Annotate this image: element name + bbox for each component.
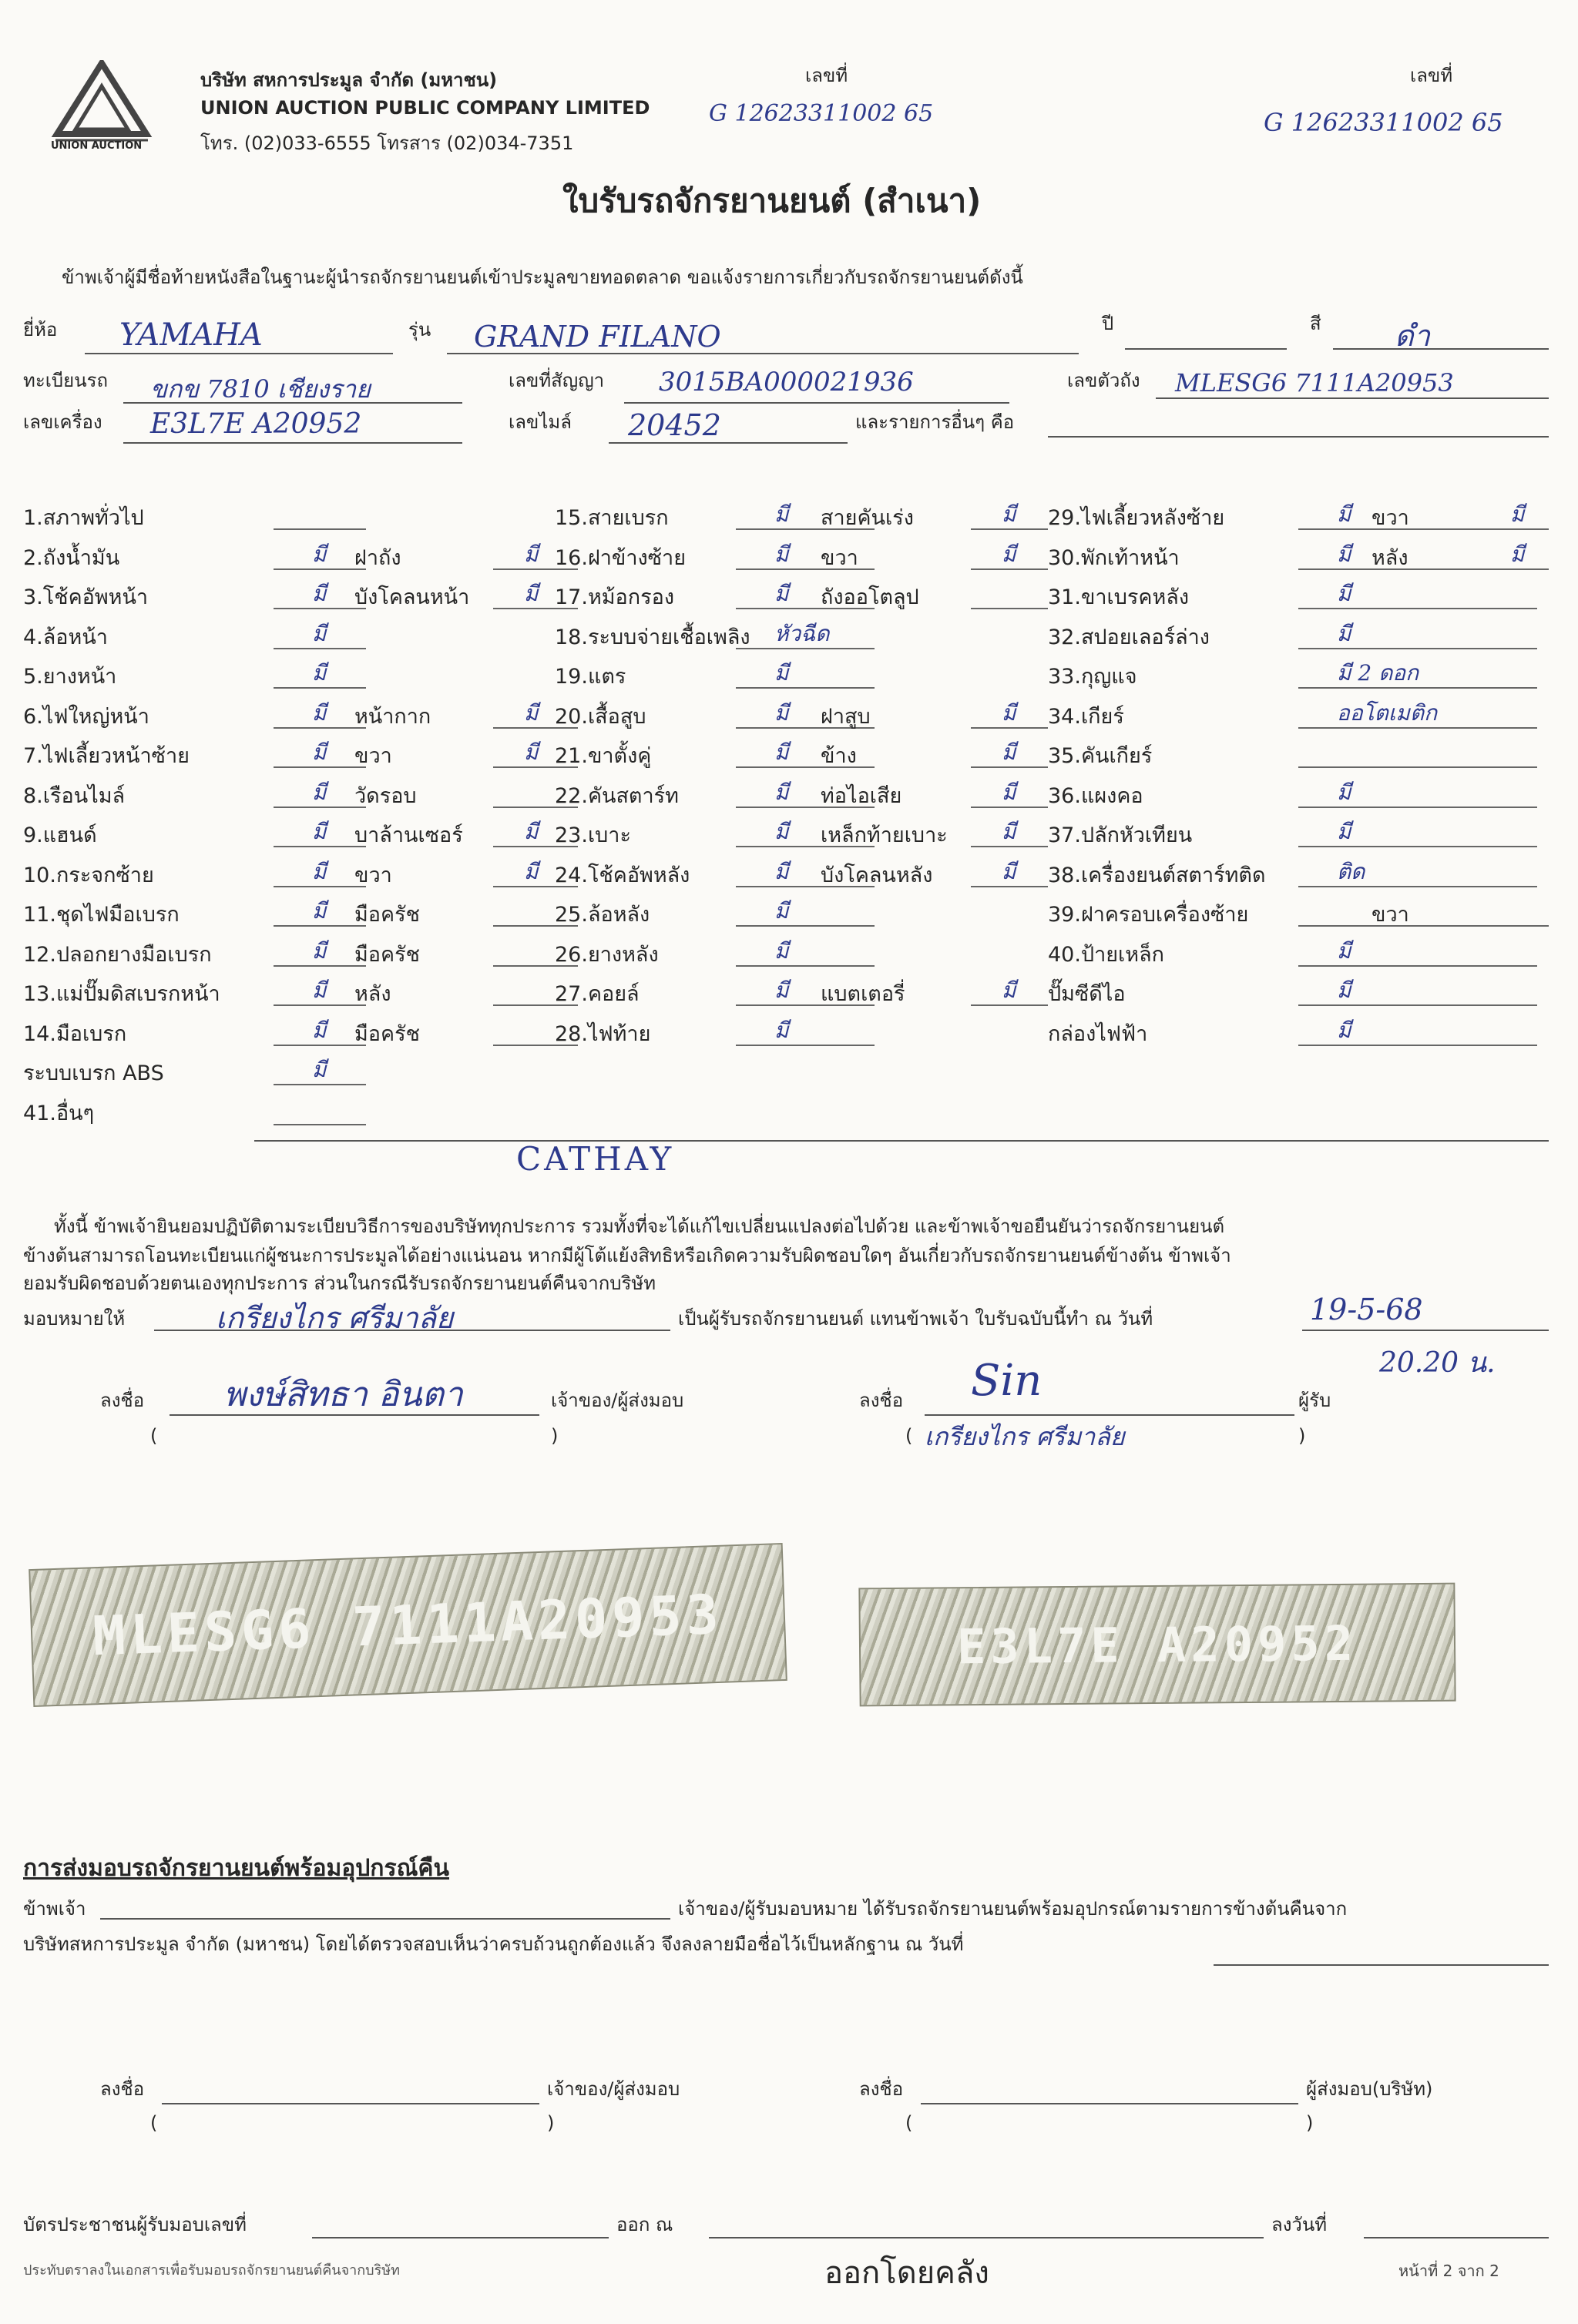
- checklist-subitem-label: ท่อไอเสีย: [821, 783, 902, 808]
- checklist-item-label: 25.ล้อหลัง: [555, 903, 650, 927]
- warehouse-stamp: ออกโดยคลัง: [824, 2255, 989, 2291]
- logo-text: UNION AUCTION: [51, 140, 143, 152]
- checklist-row: [23, 1017, 524, 1055]
- checklist-item-label: 31.ขาเบรคหลัง: [1048, 585, 1190, 609]
- date-label: ลงวันที่: [1271, 2214, 1328, 2235]
- engine-rubbing: E3L7E A20952: [858, 1583, 1455, 1707]
- assign-label: มอบหมายให้: [23, 1308, 126, 1330]
- return-paren-close-2: ): [1306, 2112, 1314, 2134]
- checklist-row: [1048, 620, 1549, 659]
- checklist-row: [1048, 739, 1549, 777]
- declaration-line-3: ยอมรับผิดชอบด้วยตนเองทุกประการ ส่วนในกรณีรับรถจักรยานยนต์คืนจากบริษัท: [23, 1273, 656, 1294]
- checklist-subitem-label: มือครัช: [354, 942, 420, 967]
- checklist-item-label: 1.สภาพทั่วไป: [23, 506, 144, 530]
- page-number: หน้าที่ 2 จาก 2: [1398, 2262, 1499, 2280]
- checklist-item-value: มี: [774, 541, 789, 567]
- checklist-item-value: มี: [774, 739, 789, 765]
- checklist-item-value: ออโตเมติก: [1337, 699, 1438, 726]
- checklist-item-value: มี: [1337, 541, 1351, 567]
- checklist-item-value: มี: [774, 1017, 789, 1043]
- checklist-item-label: 15.สายเบรก: [555, 506, 669, 530]
- checklist-row: [555, 501, 1056, 539]
- checklist-subitem-value: มี: [1510, 541, 1525, 567]
- checklist-row: [555, 858, 1056, 897]
- checklist-item-value: มี: [774, 581, 789, 606]
- doc-no-label-2: เลขที่: [1410, 65, 1453, 86]
- checklist-row: [1048, 699, 1549, 738]
- mileage-value: 20452: [628, 408, 721, 442]
- checklist-subitem-label: ขวา: [354, 863, 392, 887]
- checklist-item-label: 16.ฝาข้างซ้าย: [555, 545, 687, 570]
- checklist-subitem-value: มี: [524, 699, 539, 726]
- plate-value: ขกข 7810 เชียงราย: [150, 374, 371, 404]
- checklist-subitem-value: มี: [524, 739, 539, 765]
- checklist-item-value: มี: [774, 937, 789, 964]
- return-heading: การส่งมอบรถจักรยานยนต์พร้อมอุปกรณ์คืน: [23, 1855, 449, 1882]
- checklist-row: [23, 501, 524, 539]
- checklist-subitem-value: มี: [524, 858, 539, 884]
- checklist-item-value: มี: [774, 819, 789, 844]
- receiver-name: เกรียงไกร ศรีมาลัย: [925, 1422, 1125, 1451]
- checklist-row: [1048, 659, 1549, 698]
- checklist-item-value: มี: [774, 858, 789, 884]
- owner-role: เจ้าของ/ผู้ส่งมอบ: [551, 1390, 684, 1411]
- checklist-subitem-label: สายคันเร่ง: [821, 506, 914, 530]
- checklist-item-value: หัวฉีด: [774, 620, 830, 646]
- declaration-line-2: ข้างต้นสามารถโอนทะเบียนแก่ผู้ชนะการประมูลได้อย่างแน่นอน หากมีผู้โต้แย้งสิทธิหรือเกิดความรับผิดชอบใดๆ อันเกี่ยวกับรถจักรยานยนต์ข้างต้น ข้าพเจ้า: [23, 1245, 1231, 1266]
- paren-close-2: ): [1298, 1425, 1306, 1447]
- return-line-2: บริษัทสหการประมูล จำกัด (มหาชน) โดยได้ตรวจสอบเห็นว่าครบถ้วนถูกต้องแล้ว จึงลงลายมือชื่อไว้เป็นหลักฐาน ณ วันที่: [23, 1933, 964, 1955]
- checklist-item-label: 26.ยางหลัง: [555, 942, 659, 967]
- checklist-item-value: ติด: [1337, 858, 1365, 884]
- owner-signature: พงษ์สิทธา อินตา: [223, 1375, 463, 1414]
- checklist-item-value: มี: [312, 541, 327, 567]
- checklist-subitem-value: มี: [1002, 858, 1016, 884]
- checklist-subitem-label: ข้าง: [821, 744, 857, 768]
- checklist-row: [555, 818, 1056, 857]
- checklist-subitem-label: มือครัช: [354, 903, 420, 927]
- checklist-row: [555, 620, 1056, 659]
- checklist-subitem-label: ขวา: [354, 744, 392, 768]
- checklist-row: [23, 818, 539, 857]
- checklist-row: [555, 897, 1056, 936]
- checklist-row: [555, 977, 1056, 1015]
- checklist-row: [23, 897, 524, 936]
- checklist-item-value: มี: [1337, 937, 1351, 964]
- checklist-item-value: มี: [1337, 978, 1351, 1003]
- checklist-item-label: 22.คันสตาร์ท: [555, 783, 679, 808]
- checklist-subitem-value: มี: [1002, 819, 1016, 844]
- company-name-th: บริษัท สหการประมูล จำกัด (มหาชน): [200, 69, 498, 91]
- checklist-item-label: 30.พักเท้าหน้า: [1048, 545, 1180, 570]
- sign-label-receiver: ลงชื่อ: [859, 1390, 904, 1411]
- chassis-label: เลขตัวถัง: [1067, 370, 1140, 391]
- checklist-row: [555, 659, 1056, 698]
- brand-value: YAMAHA: [119, 317, 263, 353]
- checklist-item-value: มี: [312, 699, 327, 726]
- checklist-item-value: มี: [1337, 620, 1351, 646]
- checklist-subitem-label: ฝาสูบ: [821, 704, 871, 729]
- checklist-subitem-value: มี: [1002, 739, 1016, 765]
- checklist-item-label: 8.เรือนไมล์: [23, 783, 126, 808]
- checklist-subitem-label: หลัง: [354, 982, 391, 1006]
- checklist-row: [1048, 501, 1549, 539]
- checklist-row: [555, 580, 1056, 619]
- checklist-item-value: มี: [312, 1057, 327, 1082]
- return-paren-open-2: (: [905, 2112, 913, 2134]
- checklist-row: [23, 977, 524, 1015]
- checklist-subitem-value: มี: [524, 581, 539, 606]
- checklist-item-value: มี: [312, 819, 327, 844]
- checklist-subitem-label: บังโคลนหลัง: [821, 863, 933, 887]
- checklist-item-value: มี: [312, 620, 327, 646]
- date-value: 19-5-68: [1310, 1293, 1423, 1326]
- checklist-item-label: 19.แตร: [555, 665, 626, 689]
- checklist-item-value: มี: [1337, 581, 1351, 606]
- checklist-row: [1048, 977, 1549, 1015]
- contract-value: 3015BA000021936: [659, 367, 914, 397]
- checklist-row: [23, 739, 539, 777]
- checklist-subitem-label: บังโคลนหน้า: [354, 585, 470, 609]
- checklist-item-value: มี: [312, 978, 327, 1003]
- checklist-item-value: มี: [312, 858, 327, 884]
- checklist-item-label: กล่องไฟฟ้า: [1048, 1021, 1148, 1046]
- color-label: สี: [1310, 313, 1321, 334]
- checklist-subitem-value: มี: [1510, 501, 1525, 527]
- checklist-row: [23, 699, 539, 738]
- checklist-item-value: มี: [774, 779, 789, 805]
- checklist-subitem-label: ขวา: [821, 545, 858, 570]
- checklist-item-label: 10.กระจกซ้าย: [23, 863, 154, 887]
- checklist-row: [1048, 937, 1549, 976]
- checklist-item-label: ปั๊มซีดีไอ: [1048, 982, 1126, 1006]
- company-name-en: UNION AUCTION PUBLIC COMPANY LIMITED: [200, 97, 650, 119]
- checklist-item-label: 24.โช้คอัพหลัง: [555, 863, 690, 887]
- color-value: ดำ: [1395, 319, 1431, 353]
- checklist-item-label: 4.ล้อหน้า: [23, 625, 108, 649]
- checklist-subitem-label: เหล็กท้ายเบาะ: [821, 823, 948, 847]
- other-note: CATHAY: [516, 1140, 675, 1178]
- checklist-row: [1048, 541, 1549, 579]
- assign-tail: เป็นผู้รับรถจักรยานยนต์ แทนข้าพเจ้า ใบรับฉบับนี้ทำ ณ วันที่: [678, 1308, 1153, 1330]
- checklist-row: [555, 937, 1056, 976]
- return-me-label: ข้าพเจ้า: [23, 1898, 86, 1920]
- sign-label-owner: ลงชื่อ: [100, 1390, 145, 1411]
- checklist-item-label: 39.ฝาครอบเครื่องซ้าย: [1048, 903, 1249, 927]
- return-paren-open: (: [150, 2112, 158, 2134]
- checklist-subitem-value: มี: [524, 819, 539, 844]
- paren-close: ): [551, 1425, 559, 1447]
- doc-no-value-1: G 12623311002 65: [709, 100, 934, 127]
- checklist-row: [1048, 897, 1549, 936]
- other-items-label: และรายการอื่นๆ คือ: [855, 411, 1015, 433]
- footer-note: ประทับตราลงในเอกสารเพื่อรับมอบรถจักรยานยนต์คืนจากบริษัท: [23, 2262, 400, 2279]
- checklist-subitem-value: มี: [1002, 699, 1016, 726]
- checklist-item-label: 9.แฮนด์: [23, 823, 97, 847]
- checklist-row: [23, 541, 539, 579]
- receiver-role: ผู้รับ: [1298, 1390, 1331, 1411]
- checklist-item-label: 37.ปลักหัวเทียน: [1048, 823, 1193, 847]
- issued-label: ออก ณ: [616, 2214, 673, 2235]
- doc-no-label-1: เลขที่: [805, 65, 848, 86]
- checklist-item-label: 13.แม่ปั๊มดิสเบรกหน้า: [23, 982, 220, 1006]
- checklist-row: [23, 937, 524, 976]
- checklist-item-label: 7.ไฟเลี้ยวหน้าซ้าย: [23, 744, 190, 768]
- checklist-subitem-label: ถังออโตลูป: [821, 585, 919, 609]
- checklist-subitem-label: วัดรอบ: [354, 783, 417, 808]
- idcard-label: บัตรประชาชนผู้รับมอบเลขที่: [23, 2214, 247, 2235]
- declaration-line-1: ทั้งนี้ ข้าพเจ้ายินยอมปฏิบัติตามระเบียบวิธีการของบริษัททุกประการ รวมทั้งที่จะได้แก้ไขเปลี่ยนแปลงต่อไปด้วย และข้าพเจ้าขอยืนยันว่ารถจักรยานยนต์: [54, 1216, 1225, 1237]
- checklist-subitem-value: มี: [524, 541, 539, 567]
- chassis-rubbing: MLESG6 7111A20953: [29, 1543, 787, 1707]
- checklist-row: [23, 620, 524, 659]
- model-value: GRAND FILANO: [474, 320, 721, 354]
- checklist-subitem-label: ขวา: [1372, 506, 1409, 530]
- checklist-subitem-label: บาล้านเซอร์: [354, 823, 463, 847]
- chassis-value: MLESG6 7111A20953: [1175, 368, 1454, 397]
- paren-open: (: [150, 1425, 158, 1447]
- checklist-item-label: 29.ไฟเลี้ยวหลังซ้าย: [1048, 506, 1225, 530]
- checklist-row: [23, 858, 539, 897]
- checklist-row: [555, 699, 1056, 738]
- return-owner-role: เจ้าของ/ผู้ส่งมอบ: [547, 2078, 680, 2100]
- checklist-row: [555, 541, 1056, 579]
- checklist-subitem-value: มี: [1002, 779, 1016, 805]
- plate-label: ทะเบียนรถ: [23, 370, 109, 391]
- checklist-item-value: มี: [774, 978, 789, 1003]
- checklist-item-value: มี: [1337, 501, 1351, 527]
- checklist-subitem-value: มี: [1002, 978, 1016, 1003]
- brand-label: ยี่ห้อ: [23, 319, 58, 340]
- checklist-row: [555, 779, 1056, 817]
- checklist-item-label: 28.ไฟท้าย: [555, 1021, 651, 1046]
- checklist-item-value: มี 2 ดอก: [1337, 660, 1419, 686]
- checklist-item-label: 27.คอยล์: [555, 982, 640, 1006]
- checklist-item-value: มี: [774, 501, 789, 527]
- checklist-subitem-label: ฝาถัง: [354, 545, 401, 570]
- checklist-row: [23, 1056, 524, 1095]
- checklist-item-label: 32.สปอยเลอร์ล่าง: [1048, 625, 1210, 649]
- return-sign-company-label: ลงชื่อ: [859, 2078, 904, 2100]
- mileage-label: เลขไมล์: [509, 411, 572, 433]
- checklist-item-value: มี: [312, 1017, 327, 1043]
- checklist-row: [23, 1096, 524, 1135]
- checklist-item-value: มี: [774, 699, 789, 726]
- return-paren-close: ): [547, 2112, 555, 2134]
- checklist-item-value: มี: [312, 779, 327, 805]
- return-company-role: ผู้ส่งมอบ(บริษัท): [1306, 2078, 1433, 2100]
- checklist-row: [23, 779, 524, 817]
- intro-text: ข้าพเจ้าผู้มีชื่อท้ายหนังสือในฐานะผู้นำรถจักรยานยนต์เข้าประมูลขายทอดตลาด ขอแจ้งรายการเกี่ยวกับรถจักรยานยนต์ดังนี้: [62, 267, 1023, 288]
- checklist-item-label: 33.กุญแจ: [1048, 665, 1137, 689]
- checklist-row: [23, 659, 524, 698]
- contract-label: เลขที่สัญญา: [509, 370, 605, 391]
- checklist-item-label: 40.ป้ายเหล็ก: [1048, 942, 1164, 967]
- checklist-subitem-label: มือครัช: [354, 1021, 420, 1046]
- paren-open-2: (: [905, 1425, 913, 1447]
- checklist-subitem-value: มี: [1002, 541, 1016, 567]
- checklist-item-label: 23.เบาะ: [555, 823, 631, 847]
- checklist-item-label: 20.เสื้อสูบ: [555, 704, 646, 729]
- checklist-row: [555, 1017, 1056, 1055]
- checklist-item-value: มี: [312, 739, 327, 765]
- checklist-item-label: 3.โช้คอัพหน้า: [23, 585, 149, 609]
- checklist-subitem-value: มี: [1002, 501, 1016, 527]
- checklist-row: [1048, 779, 1549, 817]
- checklist-item-value: มี: [312, 581, 327, 606]
- checklist-item-value: มี: [774, 660, 789, 686]
- checklist-row: [1048, 818, 1549, 857]
- checklist-item-label: 38.เครื่องยนต์สตาร์ทติด: [1048, 863, 1266, 887]
- checklist-item-value: มี: [1337, 1017, 1351, 1043]
- checklist-item-label: 2.ถังน้ำมัน: [23, 545, 120, 570]
- checklist-row: [23, 580, 539, 619]
- assign-value: เกรียงไกร ศรีมาลัย: [216, 1301, 454, 1335]
- checklist-subitem-label: ขวา: [1372, 903, 1409, 927]
- checklist-item-label: 18.ระบบจ่ายเชื้อเพลิง: [555, 625, 750, 649]
- checklist-item-label: 41.อื่นๆ: [23, 1101, 95, 1125]
- company-logo: [48, 60, 156, 156]
- checklist-item-value: มี: [312, 898, 327, 924]
- time-value: 20.20 น.: [1379, 1347, 1496, 1379]
- checklist-item-value: มี: [312, 937, 327, 964]
- checklist-item-label: 34.เกียร์: [1048, 704, 1124, 729]
- checklist-row: [1048, 858, 1549, 897]
- receiver-signature: Sin: [971, 1356, 1042, 1406]
- company-contact: โทร. (02)033-6555 โทรสาร (02)034-7351: [200, 132, 574, 154]
- return-line-1: เจ้าของ/ผู้รับมอบหมาย ได้รับรถจักรยานยนต์พร้อมอุปกรณ์ตามรายการข้างต้นคืนจาก: [678, 1898, 1348, 1920]
- engine-label: เลขเครื่อง: [23, 411, 102, 433]
- checklist-subitem-label: หน้ากาก: [354, 704, 431, 729]
- checklist-item-value: มี: [312, 660, 327, 686]
- checklist-item-label: 5.ยางหน้า: [23, 665, 117, 689]
- page-title: ใบรับรถจักรยานยนต์ (สำเนา): [562, 182, 982, 220]
- checklist-subitem-label: แบตเตอรี่: [821, 982, 905, 1006]
- model-label: รุ่น: [408, 319, 431, 340]
- checklist-item-label: 11.ชุดไฟมือเบรก: [23, 903, 180, 927]
- checklist-item-value: มี: [1337, 779, 1351, 805]
- checklist-item-label: 36.แผงคอ: [1048, 783, 1143, 808]
- year-label: ปี: [1102, 313, 1114, 334]
- checklist-item-label: 14.มือเบรก: [23, 1021, 127, 1046]
- checklist-row: [1048, 580, 1549, 619]
- checklist-item-label: 21.ขาตั้งคู่: [555, 744, 652, 768]
- checklist-item-value: มี: [1337, 819, 1351, 844]
- checklist-item-value: มี: [774, 898, 789, 924]
- checklist-item-label: 17.หม้อกรอง: [555, 585, 674, 609]
- checklist-item-label: 12.ปลอกยางมือเบรก: [23, 942, 212, 967]
- checklist-item-label: 6.ไฟใหญ่หน้า: [23, 704, 149, 729]
- checklist-row: [555, 739, 1056, 777]
- engine-value: E3L7E A20952: [150, 408, 362, 440]
- checklist-subitem-label: หลัง: [1372, 545, 1408, 570]
- checklist-item-label: ระบบเบรก ABS: [23, 1061, 164, 1085]
- return-sign-owner-label: ลงชื่อ: [100, 2078, 145, 2100]
- checklist-row: [1048, 1017, 1549, 1055]
- doc-no-value-2: G 12623311002 65: [1264, 108, 1503, 137]
- checklist-item-label: 35.คันเกียร์: [1048, 744, 1153, 768]
